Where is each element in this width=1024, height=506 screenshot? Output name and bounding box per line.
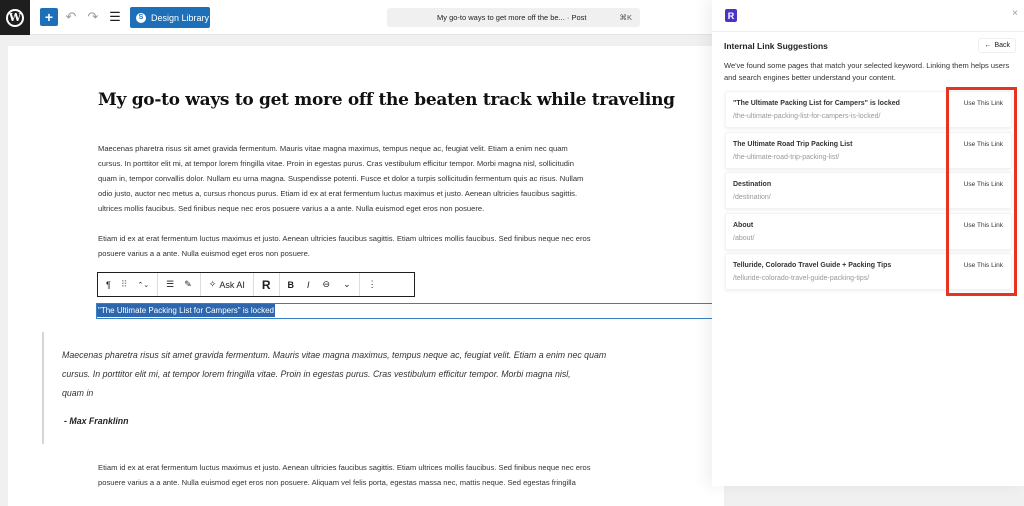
selected-text[interactable]: "The Ultimate Packing List for Campers" is locked (98, 306, 274, 315)
annotation-highlight-box (946, 87, 1017, 296)
text-line: cursus. In porttitor elit mi, at tempor lorem fringilla vitae. Proin in egestas purus. Cras vestibulum efficitur tempor. Morbi magna nisl, (62, 369, 571, 379)
text-line: posuere varius a a ante. Nulla euismod eget eros non posuere. Aliquam vel felis porta, egestas massa nec, mattis neque. Sed egestas fringilla (98, 478, 576, 487)
text-line: Maecenas pharetra risus sit amet gravida fermentum. Mauris vitae magna maximus, tempus neque ac, feugiat velit. Etiam a enim nec quam (62, 350, 607, 360)
paragraph-icon[interactable]: ¶ (106, 279, 111, 290)
text-line: Etiam id ex at erat fermentum luctus maximus et justo. Aenean ultricies faucibus sagittis. Etiam ultrices mollis faucibus. Sed finibus neque nec eros (98, 234, 591, 243)
paragraph-block[interactable] (98, 231, 724, 261)
move-up-down-icon[interactable]: ⌃⌄ (137, 281, 150, 289)
editor-canvas[interactable] (8, 46, 724, 506)
text-line: cursus. In porttitor elit mi, at tempor lorem fringilla vitae. Proin in egestas purus. Cras vestibulum efficitur tempor. Morbi magna nisl, sollicitudin (98, 159, 574, 168)
suggestion-title: Telluride, Colorado Travel Guide + Packing Tips (733, 262, 892, 269)
text-line: Etiam id ex at erat fermentum luctus maximus et justo. Aenean ultricies faucibus sagittis. Etiam ultrices mollis faucibus. Sed finibus neque nec eros (98, 463, 591, 472)
redo-icon[interactable]: ↷ (87, 9, 99, 24)
bold-button[interactable]: B (287, 279, 295, 290)
command-palette-bar[interactable] (387, 8, 640, 27)
wordpress-icon: W (6, 9, 24, 27)
document-title: My go-to ways to get more off the be... · Post (437, 13, 587, 22)
text-line: odio justo, auctor nec metus a, cursus rhoncus purus. Etiam id ex at erat fermentum luctus maximus et justo. Aenean ultricies faucibus sagittis. (98, 189, 578, 198)
quote-citation: - Max Franklinn (64, 416, 129, 426)
italic-button[interactable]: I (307, 279, 310, 290)
sidebar-title: Internal Link Suggestions (724, 41, 828, 51)
wordpress-logo-button[interactable] (0, 0, 30, 35)
use-this-link-button[interactable]: Use This Link (963, 181, 1003, 188)
block-toolbar (97, 272, 415, 297)
suggestion-url: /about/ (733, 234, 755, 242)
paragraph-block[interactable] (98, 141, 724, 216)
suggestion-title: Destination (733, 181, 772, 188)
design-library-label: Design Library (151, 12, 210, 23)
ai-sparkle-icon: ✧ (208, 279, 217, 289)
suggestion-url: /destination/ (733, 194, 771, 201)
suggestion-url: /the-ultimate-packing-list-for-campers-is-locked/ (733, 113, 881, 120)
plugin-logo-icon: R (725, 9, 737, 22)
use-this-link-button[interactable]: Use This Link (963, 221, 1003, 229)
sidebar-header (712, 0, 1024, 32)
add-block-button[interactable]: + (40, 8, 58, 26)
quote-text (62, 346, 724, 403)
suggestion-title: "The Ultimate Packing List for Campers" is locked (733, 100, 900, 107)
align-icon[interactable]: ☰ (166, 279, 175, 289)
back-button[interactable] (978, 38, 1016, 53)
arrow-left-icon: ← (984, 42, 992, 49)
shortcut-hint: ⌘K (619, 13, 632, 22)
text-line: Maecenas pharetra risus sit amet gravida fermentum. Mauris vitae magna maximus, tempus neque ac, feugiat velit. Etiam a enim nec quam (98, 144, 568, 153)
design-library-icon: S (136, 13, 146, 23)
text-line: ultrices mollis faucibus. Sed finibus neque nec eros posuere varius a a ante. Nulla euismod eget eros non posuere. (98, 204, 485, 213)
text-line: quam in, tempor convallis dolor. Nullam eu urna magna. Suspendisse potenti. Fusce et dolor a turpis sollicitudin fermentum quis ac risus. Nullam (98, 174, 584, 183)
more-formats-icon[interactable]: ⌄ (343, 279, 351, 289)
post-title[interactable]: My go-to ways to get more off the beaten track while traveling (98, 90, 675, 110)
ask-ai-button[interactable]: Ask AI (219, 279, 245, 290)
back-label: Back (994, 42, 1010, 49)
use-this-link-button[interactable]: Use This Link (963, 100, 1003, 107)
close-icon[interactable]: × (1012, 8, 1018, 19)
suggestion-url: /the-ultimate-road-trip-packing-list/ (733, 153, 840, 161)
design-library-button[interactable] (130, 7, 210, 28)
suggestion-title: About (733, 221, 754, 229)
use-this-link-button[interactable]: Use This Link (963, 140, 1003, 148)
suggestion-url: /telluride-colorado-travel-guide-packing-tips/ (733, 275, 870, 282)
plugin-link-icon[interactable]: R (261, 277, 271, 292)
options-icon[interactable]: ⋮ (367, 279, 377, 289)
text-line: quam in (62, 388, 94, 398)
drag-handle-icon[interactable]: ⠿ (120, 279, 128, 289)
text-line: posuere varius a a ante. Nulla euismod eget eros non posuere. (98, 249, 310, 258)
quote-block[interactable] (42, 332, 724, 444)
selected-paragraph-block[interactable] (96, 303, 724, 319)
suggestion-title: The Ultimate Road Trip Packing List (733, 140, 853, 148)
link-icon[interactable]: ⊖ (322, 279, 331, 289)
undo-icon[interactable]: ↶ (65, 9, 77, 24)
editor-canvas-area (0, 36, 712, 486)
sidebar-description: We've found some pages that match your selected keyword. Linking them helps users and search engines better understand your content. (724, 61, 1010, 82)
use-this-link-button[interactable]: Use This Link (963, 262, 1003, 269)
highlight-icon[interactable]: ✎ (184, 279, 192, 289)
list-view-icon[interactable]: ☰ (109, 9, 121, 24)
